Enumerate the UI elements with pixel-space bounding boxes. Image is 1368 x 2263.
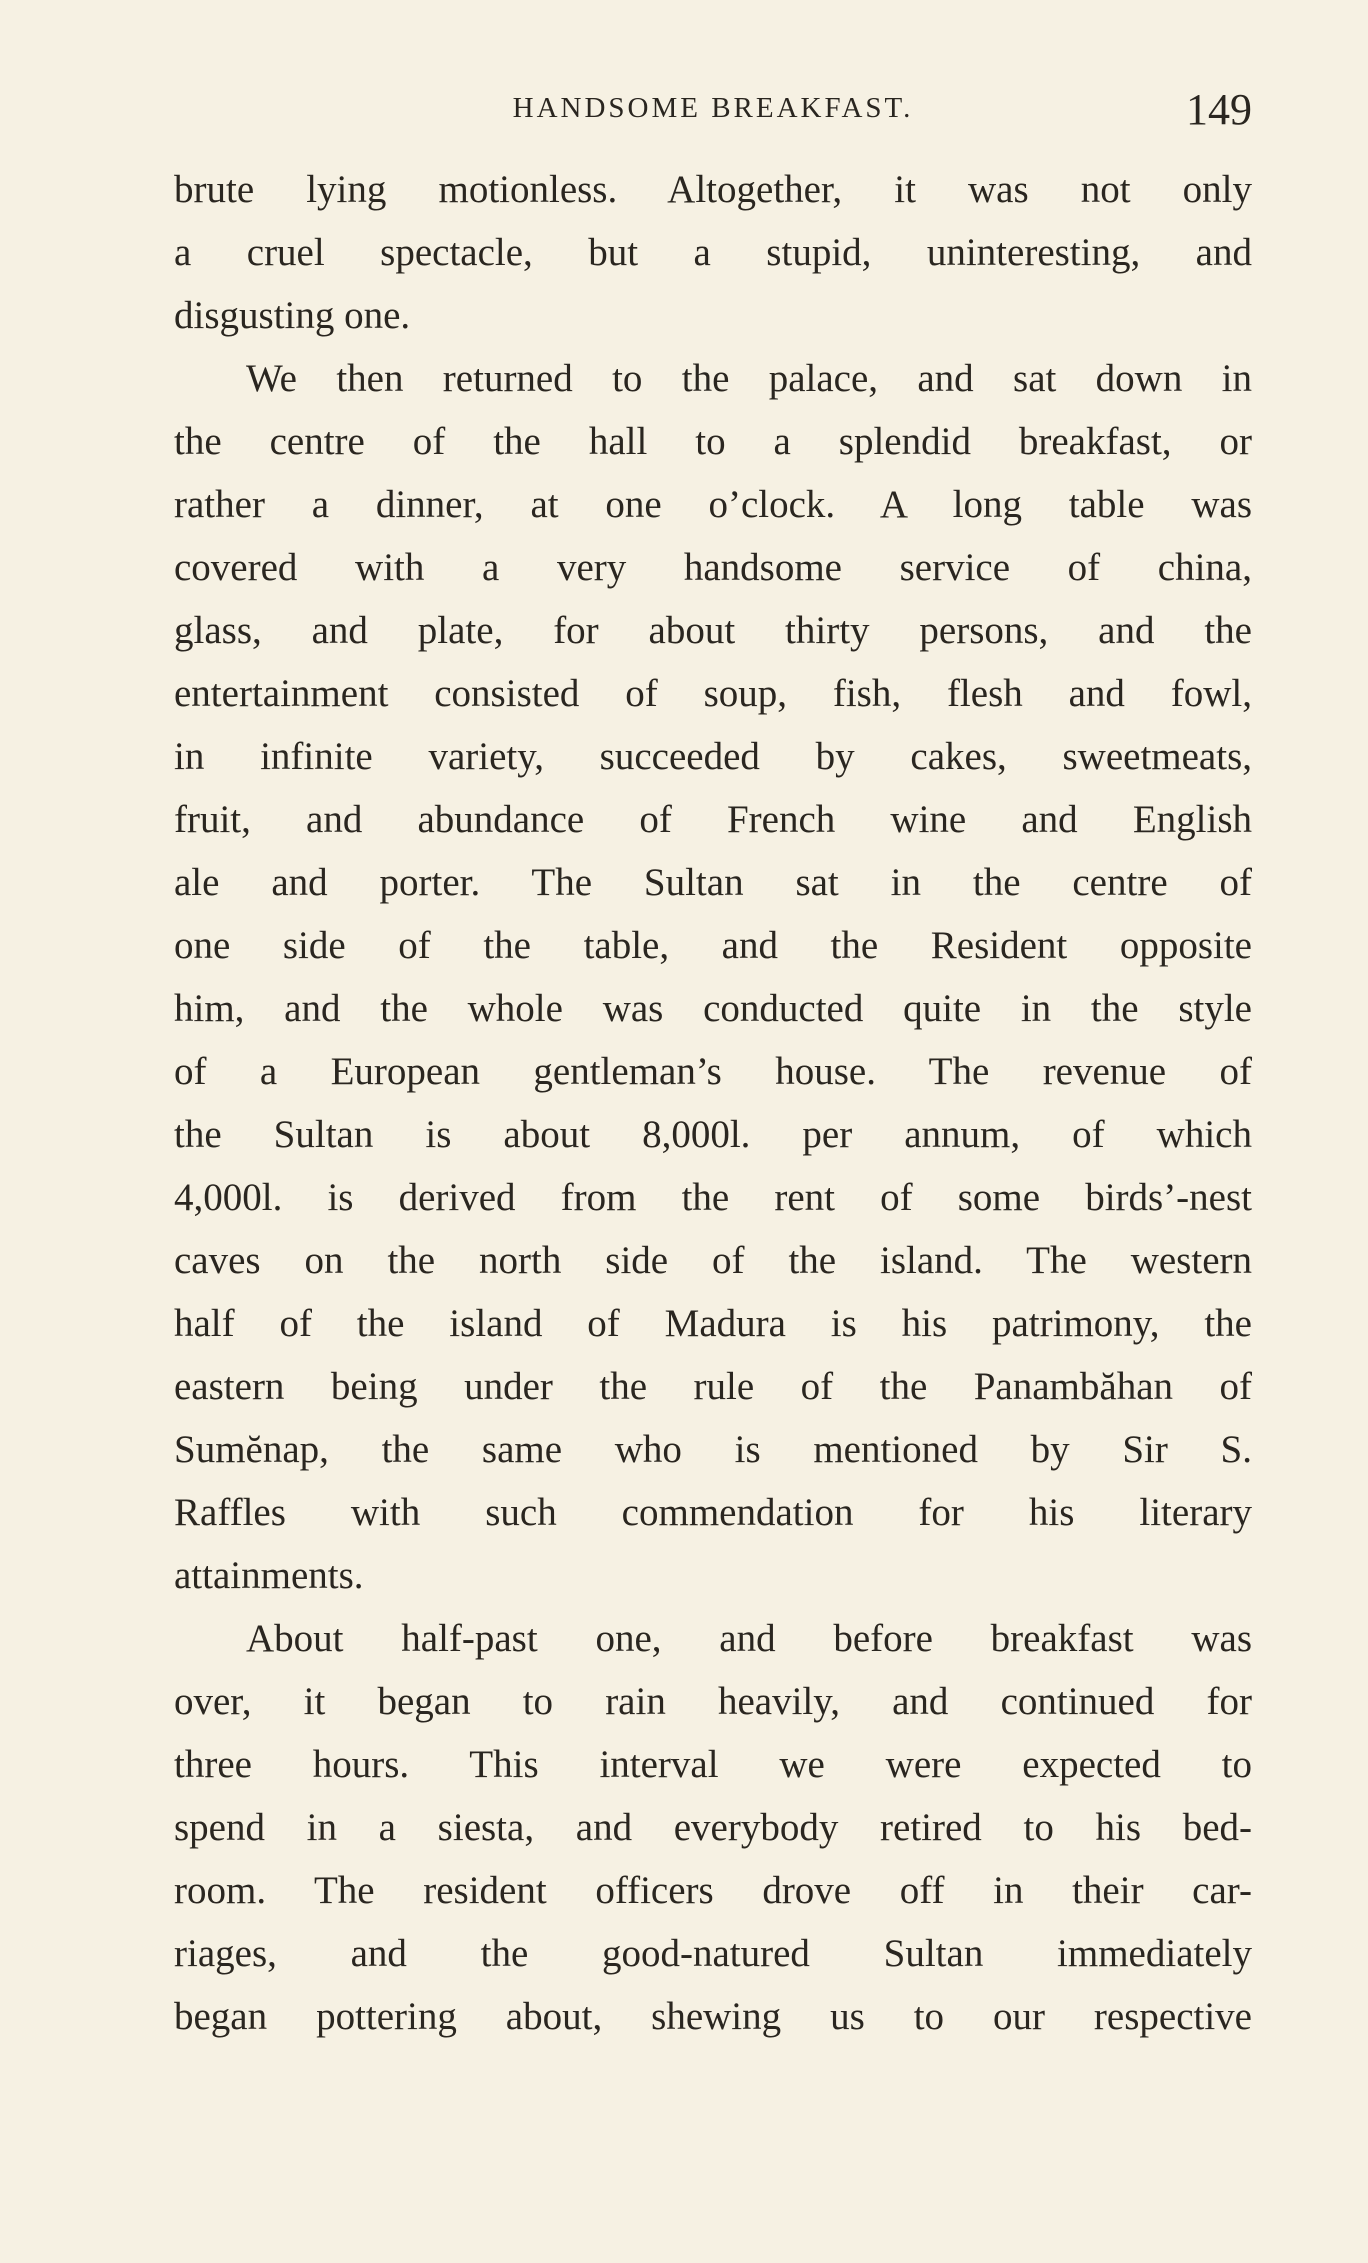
text-line: him, and the whole was conducted quite in the style xyxy=(174,987,1252,1030)
text-line: attainments. xyxy=(174,1554,364,1597)
text-line: over, it began to rain heavily, and continued for xyxy=(174,1680,1252,1723)
running-head xyxy=(174,84,1252,144)
text-line: began pottering about, shewing us to our respective xyxy=(174,1995,1252,2038)
text-line: three hours. This interval we were expected to xyxy=(174,1743,1252,1786)
text-line: a cruel spectacle, but a stupid, uninteresting, and xyxy=(174,231,1252,274)
text-line: room. The resident officers drove off in their car- xyxy=(174,1869,1252,1912)
text-line: 4,000l. is derived from the rent of some birds’-nest xyxy=(174,1176,1252,1219)
body-text xyxy=(174,158,1252,2048)
text-line: in infinite variety, succeeded by cakes, sweetmeats, xyxy=(174,735,1252,778)
text-line: fruit, and abundance of French wine and English xyxy=(174,798,1252,841)
text-line: Sumĕnap, the same who is mentioned by Sir S. xyxy=(174,1428,1252,1471)
text-line: glass, and plate, for about thirty persons, and the xyxy=(174,609,1252,652)
text-line: rather a dinner, at one o’clock. A long table was xyxy=(174,483,1252,526)
text-line: riages, and the good-natured Sultan immediately xyxy=(174,1932,1252,1975)
text-line: of a European gentleman’s house. The revenue of xyxy=(174,1050,1252,1093)
text-line: eastern being under the rule of the Panambăhan of xyxy=(174,1365,1252,1408)
text-line: disgusting one. xyxy=(174,294,411,337)
text-line: About half-past one, and before breakfast was xyxy=(246,1617,1252,1660)
text-line: the centre of the hall to a splendid breakfast, or xyxy=(174,420,1252,463)
text-line: brute lying motionless. Altogether, it was not only xyxy=(174,168,1252,211)
page-number: 149 xyxy=(1186,85,1252,134)
text-line: ale and porter. The Sultan sat in the centre of xyxy=(174,861,1252,904)
text-line: the Sultan is about 8,000l. per annum, of which xyxy=(174,1113,1252,1156)
text-line: We then returned to the palace, and sat down in xyxy=(246,357,1252,400)
text-line: half of the island of Madura is his patrimony, the xyxy=(174,1302,1252,1345)
text-line: entertainment consisted of soup, fish, flesh and fowl, xyxy=(174,672,1252,715)
text-line: one side of the table, and the Resident opposite xyxy=(174,924,1252,967)
text-line: caves on the north side of the island. The western xyxy=(174,1239,1252,1282)
text-line: Raffles with such commendation for his literary xyxy=(174,1491,1252,1534)
text-line: covered with a very handsome service of china, xyxy=(174,546,1252,589)
running-title: HANDSOME BREAKFAST. xyxy=(512,92,914,124)
text-line: spend in a siesta, and everybody retired to his bed- xyxy=(174,1806,1252,1849)
